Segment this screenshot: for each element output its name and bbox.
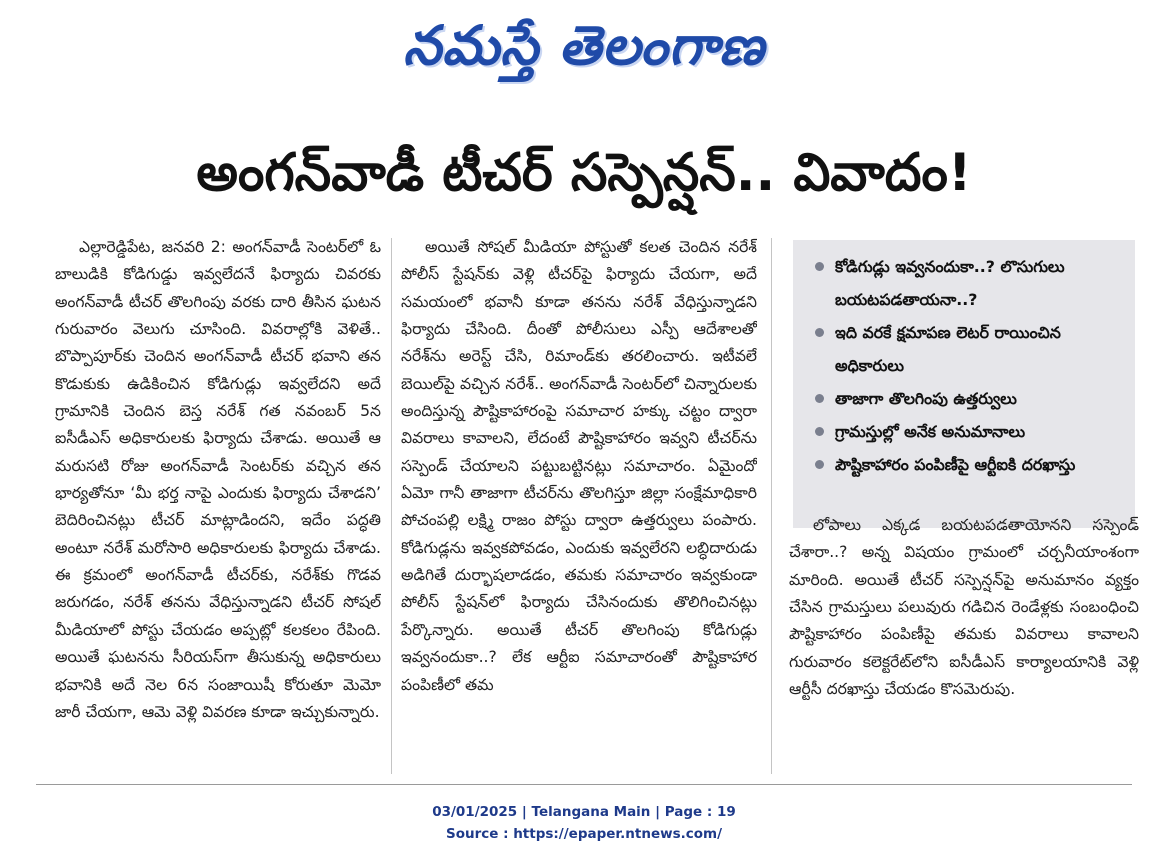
- highlight-text: ఇది వరకే క్షమాపణ లెటర్ రాయించిన అధికారులు: [835, 323, 1061, 375]
- article-headline: అంగన్‌వాడీ టీచర్ సస్పెన్షన్.. వివాదం!: [196, 143, 972, 203]
- bullet-icon: [815, 262, 824, 271]
- footer-divider: [36, 784, 1132, 785]
- newspaper-masthead: నమస్తే తెలంగాణ: [403, 13, 765, 77]
- highlight-text: గ్రామస్తుల్లో అనేక అనుమానాలు: [835, 422, 1026, 441]
- bullet-icon: [815, 427, 824, 436]
- highlight-item: [813, 316, 1123, 382]
- highlight-item: [813, 250, 1123, 316]
- highlights-box: [793, 240, 1135, 528]
- footer-edition-info: 03/01/2025 | Telangana Main | Page : 19: [432, 804, 736, 820]
- article-column-3: [789, 512, 1139, 774]
- highlight-text: కోడిగుడ్లు ఇవ్వనందుకా..? లొసుగులు బయటపడతాయనా..?: [835, 257, 1065, 309]
- highlight-item: [813, 382, 1123, 415]
- highlights-list: [813, 250, 1123, 481]
- article-paragraph: ఎల్లారెడ్డిపేట, జనవరి 2: అంగన్‌వాడీ సెంటర్‌లో ఓ బాలుడికి కోడిగుడ్డు ఇవ్వలేదనే ఫిర్యాదు చివరకు అంగన్‌వాడీ టీచర్ తొలగింపు వరకు దారి తీసిన ఘటన గురువారం వెలుగు చూసింది. వివరాల్లోకి వెళితే.. బొప్పాపూర్‌కు చెందిన అంగన్‌వాడీ టీచర్ భవాని తన కొడుకుకు ఉడికించిన కోడిగుడ్లు ఇవ్వలేదని అదే గ్రామానికి చెందిన బెస్త నరేశ్ గత నవంబర్ 5న ఐసీడీఎస్ అధికారులకు ఫిర్యాదు చేశాడు. అయితే ఆ మరుసటి రోజు అంగన్‌వాడీ సెంటర్‌కు వచ్చిన తన భార్యతోనూ ‘మీ భర్త నాపై ఎందుకు ఫిర్యాదు చేశాడని’ బెదిరించినట్లు టీచర్ మాట్లాడిందని, ఇదేం పద్ధతి అంటూ నరేశ్ మరోసారి అధికారులకు ఫిర్యాదు చేశాడు. ఈ క్రమంలో అంగన్‌వాడీ టీచర్‌కు, నరేశ్‌కు గొడవ జరుగడం, నరేశ్ తనను వేధిస్తున్నాడని టీచర్ సోషల్ మీడియాలో పోస్టు చేయడం అప్పట్లో కలకలం రేపింది. అయితే ఘటనను సీరియస్‌గా తీసుకున్న అధికారులు భవానికి అదే నెల 6న సంజాయిషీ కోరుతూ మెమో జారీ చేయగా, ఆమె వెళ్లి వివరణ కూడా ఇచ్చుకున్నారు.: [55, 238, 381, 721]
- column-divider: [391, 238, 392, 774]
- bullet-icon: [815, 460, 824, 469]
- article-column-2: [401, 234, 757, 774]
- footer-source-link[interactable]: Source : https://epaper.ntnews.com/: [445, 826, 723, 842]
- highlight-item: [813, 448, 1123, 481]
- article-paragraph: లోపాలు ఎక్కడ బయటపడతాయోనని సస్పెండ్ చేశారా..? అన్న విషయం గ్రామంలో చర్చనీయాంశంగా మారింది. అయితే టీచర్ సస్పెన్షన్‌పై అనుమానం వ్యక్తం చేసిన గ్రామస్తులు పలువురు గడిచిన రెండేళ్లకు సంబంధించి పౌష్టికాహారం పంపిణీపై తమకు వివరాలు కావాలని గురువారం కలెక్టరేట్‌లోని ఐసీడీఎస్ కార్యాలయానికి వెళ్లి ఆర్టీసీ దరఖాస్తు చేయడం కొసమెరుపు.: [789, 516, 1139, 699]
- article-paragraph: అయితే సోషల్ మీడియా పోస్టుతో కలత చెందిన నరేశ్ పోలీస్ స్టేషన్‌కు వెళ్లి టీచర్‌పై ఫిర్యాదు చేయగా, అదే సమయంలో భవానీ కూడా తనను నరేశ్ వేధిస్తున్నాడని ఫిర్యాదు చేసింది. దీంతో పోలీసులు ఎస్పీ ఆదేశాలతో నరేశ్‌ను అరెస్ట్ చేసి, రిమాండ్‌కు తరలించారు. ఇటీవలే బెయిల్‌పై వచ్చిన నరేశ్.. అంగన్‌వాడీ సెంటర్‌లో చిన్నారులకు అందిస్తున్న పౌష్టికాహారంపై సమాచార హక్కు చట్టం ద్వారా వివరాలు కావాలని, లేదంటే పౌష్టికాహారం ఇవ్వని టీచర్‌ను సస్పెండ్ చేయాలని పట్టుబట్టినట్లు సమాచారం. ఏమైందో ఏమో గానీ తాజాగా టీచర్‌ను తొలగిస్తూ జిల్లా సంక్షేమాధికారి పోచంపల్లి లక్ష్మి రాజం పోస్టు ద్వారా ఉత్తర్వులు పంపారు. కోడిగుడ్లను ఇవ్వకపోవడం, ఎందుకు ఇవ్వలేరని లబ్ధిదారుడు అడిగితే దుర్భాషలాడడం, తమకు సమాచారం ఇవ్వకుండా పోలీస్ స్టేషన్‌లో ఫిర్యాదు చేసినందుకు తొలిగించినట్లు పేర్కొన్నారు. అయితే టీచర్ తొలగింపు కోడిగుడ్లు ఇవ్వనందుకా..? లేక ఆర్టీఐ సమాచారంతో పౌష్టికాహార పంపిణీలో తమ: [401, 238, 757, 694]
- highlight-text: పౌష్టికాహారం పంపిణీపై ఆర్టీఐకి దరఖాస్తు: [835, 455, 1076, 474]
- bullet-icon: [815, 394, 824, 403]
- article-column-1: [55, 234, 381, 774]
- highlight-item: [813, 415, 1123, 448]
- bullet-icon: [815, 328, 824, 337]
- column-divider: [771, 238, 772, 774]
- highlight-text: తాజాగా తొలగింపు ఉత్తర్వులు: [835, 389, 1017, 408]
